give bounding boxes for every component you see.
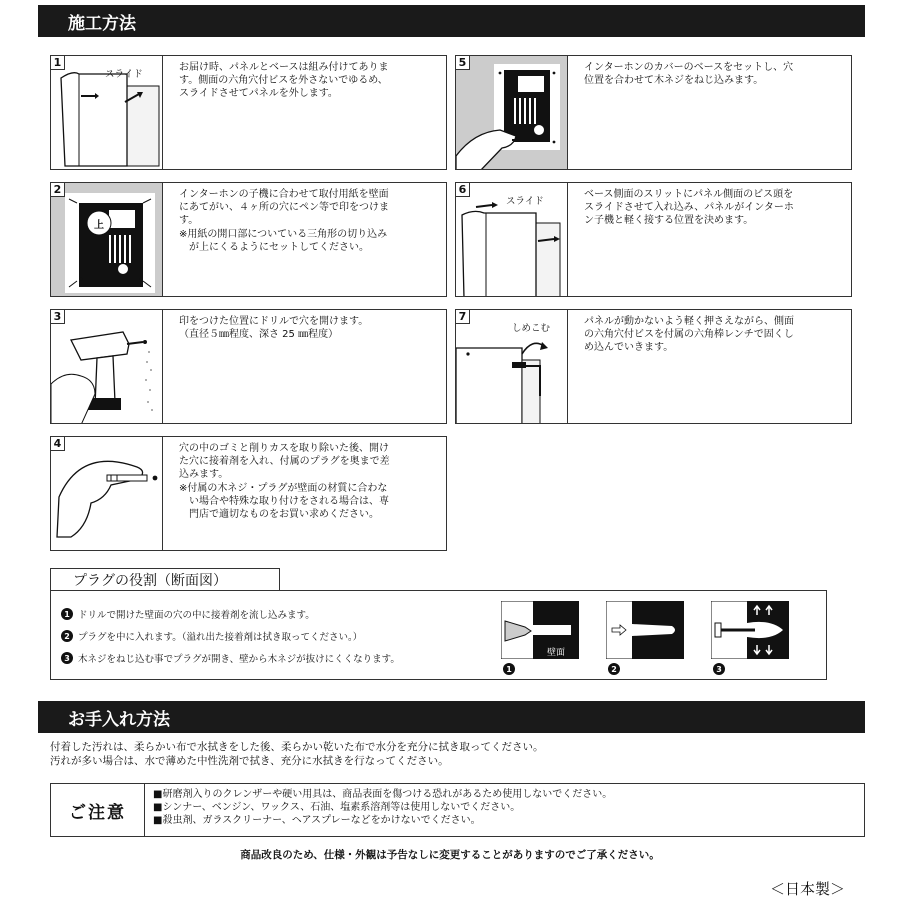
- notice-box: [50, 783, 865, 837]
- notice-item: ■研磨剤入りのクレンザーや硬い用具は、商品表面を傷つける恐れがあるため使用しないでください。: [153, 789, 613, 800]
- install-section-header: [38, 5, 865, 37]
- slide-label: スライド: [506, 196, 544, 207]
- slide-label: スライド: [105, 69, 143, 80]
- care-line: 付着した汚れは、柔らかい布で水拭きをした後、柔らかい乾いた布で水分を充分に拭き取ってください。: [50, 741, 544, 753]
- plug-diagram-3: [711, 601, 789, 659]
- plug-diagram-2: [606, 601, 684, 659]
- care-section-header: [38, 701, 865, 733]
- made-in-label: ＜日本製＞: [770, 880, 846, 898]
- step-5: [455, 55, 852, 170]
- tighten-label: しめこむ: [512, 323, 551, 334]
- step-7-illustration: [456, 310, 568, 423]
- up-mark-label: 上: [94, 220, 104, 231]
- step-5-illustration: [456, 56, 568, 169]
- install-section-title: 施工方法: [68, 13, 136, 34]
- step-number: 2: [51, 183, 65, 197]
- plug-diagram-number: 1: [503, 663, 515, 675]
- step-4: [50, 436, 447, 551]
- step-2-illustration: [51, 183, 163, 296]
- plug-diagram-1: [501, 601, 579, 659]
- step-7-text: パネルが動かないよう軽く押さえながら、側面 の六角穴付ビスを付属の六角棒レンチで固くし め込んでいきます。: [584, 316, 794, 354]
- step-number: 7: [456, 310, 470, 324]
- plug-title-tab: [50, 568, 280, 591]
- step-number: 1: [51, 56, 65, 70]
- step-3-text: 印をつけた位置にドリルで穴を開けます。 （直径５㎜程度、深さ 25 ㎜程度）: [179, 316, 369, 341]
- plug-title: プラグの役割（断面図）: [73, 573, 227, 589]
- care-instructions: [50, 740, 544, 768]
- step-number: 5: [456, 56, 470, 70]
- step-7: [455, 309, 852, 424]
- step-1-text: お届け時、パネルとベースは組み付けてありま す。側面の六角穴付ビスを外さないでゆるめ、 スライドさせてパネルを外します。: [179, 62, 389, 100]
- notice-label: ご注意: [51, 784, 145, 836]
- step-number: 4: [51, 437, 65, 451]
- plug-item-2: [61, 629, 362, 643]
- plug-item-text: 木ネジをねじ込む事でプラグが開き、壁から木ネジが抜けにくくなります。: [78, 654, 400, 665]
- step-3: [50, 309, 447, 424]
- plug-item-number: 3: [61, 652, 73, 664]
- step-2-text: インターホンの子機に合わせて取付用紙を壁面 にあてがい、４ヶ所の穴にペン等で印をつけま す。 ※用紙の開口部についている三角形の切り込み が上にくるようにセットしてください。: [179, 189, 389, 253]
- plug-diagram-number: 2: [608, 663, 620, 675]
- plug-item-number: 1: [61, 608, 73, 620]
- step-6: [455, 182, 852, 297]
- step-number: 6: [456, 183, 470, 197]
- step-1-illustration: [51, 56, 163, 169]
- step-6-illustration: [456, 183, 568, 296]
- plug-item-text: プラグを中に入れます。（溢れ出た接着剤は拭き取ってください。）: [78, 632, 363, 643]
- step-3-illustration: [51, 310, 163, 423]
- plug-item-1: [61, 607, 315, 621]
- step-5-text: インターホンのカバーのベースをセットし、穴 位置を合わせて木ネジをねじ込みます。: [584, 62, 794, 87]
- notice-item: ■殺虫剤、ガラスクリーナー、ヘアスプレーなどをかけないでください。: [153, 815, 481, 826]
- wall-label: 壁面: [547, 648, 566, 658]
- step-4-text: 穴の中のゴミと削りカスを取り除いた後、開け た穴に接着剤を入れ、付属のプラグを奥まで差 込みます。 ※付属の木ネジ・プラグが壁面の材質に合わな い場合や特殊な取り付けをされる場合は、専 門店で適切なものをお買い求めください。: [179, 443, 390, 521]
- care-section-title: お手入れ方法: [68, 709, 170, 730]
- step-2: [50, 182, 447, 297]
- plug-item-number: 2: [61, 630, 73, 642]
- plug-item-text: ドリルで開けた壁面の穴の中に接着剤を流し込みます。: [78, 610, 315, 621]
- drill-icon: [51, 310, 163, 423]
- step-number: 3: [51, 310, 65, 324]
- plug-item-3: [61, 651, 400, 665]
- plug-box: [50, 590, 827, 680]
- notice-item: ■シンナー、ベンジン、ワックス、石油、塩素系溶剤等は使用しないでください。: [153, 802, 521, 813]
- notice-list: [145, 784, 620, 836]
- plug-diagram-number: 3: [713, 663, 725, 675]
- care-line: 汚れが多い場合は、水で薄めた中性洗剤で拭き、充分に水拭きを行なってください。: [50, 755, 449, 767]
- step-4-illustration: [51, 437, 163, 550]
- step-1: [50, 55, 447, 170]
- footer-note: 商品改良のため、仕様・外観は予告なしに変更することがありますのでご了承ください。: [240, 849, 660, 861]
- step-6-text: ベース側面のスリットにパネル側面のビス頭を スライドさせて入れ込み、パネルがインターホ ン子機と軽く接する位置を決めます。: [584, 189, 794, 227]
